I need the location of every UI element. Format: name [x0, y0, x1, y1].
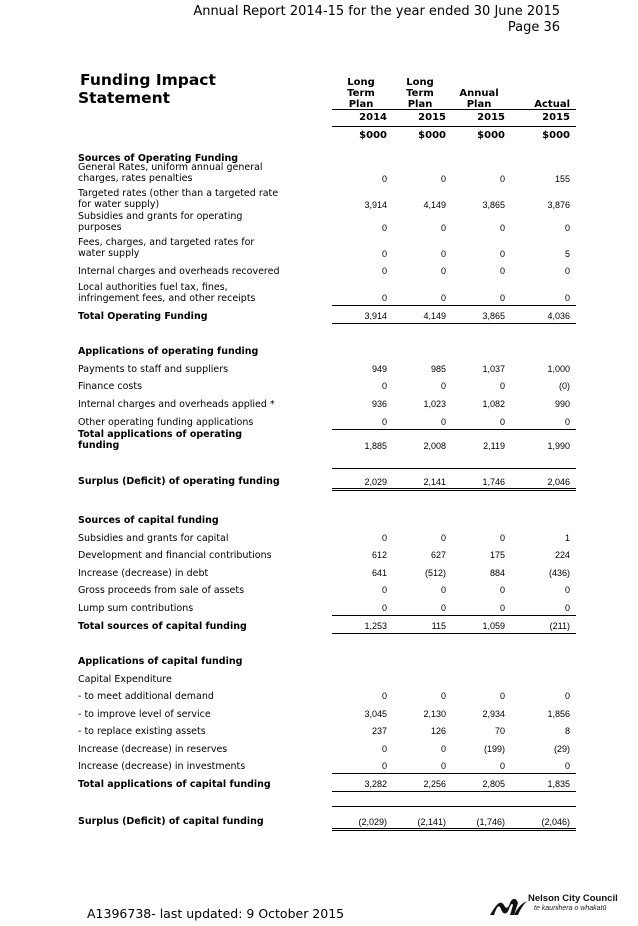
row-value: 1,059 [482, 621, 505, 631]
row-label: Fees, charges, and targeted rates for water supply [78, 237, 255, 259]
row-label: Local authorities fuel tax, fines, infringement fees, and other receipts [78, 282, 256, 304]
row-value: 0 [499, 533, 505, 543]
header-rule-bottom [332, 126, 576, 127]
row-value: 0 [564, 417, 570, 427]
row-label: Sources of Operating Funding [78, 153, 239, 164]
row-value: (2,029) [358, 817, 387, 827]
row-value: 0 [440, 381, 446, 391]
total-rule [332, 323, 576, 324]
row-label: Finance costs [78, 381, 143, 392]
row-value: 0 [381, 223, 387, 233]
row-value: 1,082 [482, 399, 505, 409]
row-label: Applications of operating funding [78, 346, 259, 357]
row-value: 1,253 [364, 621, 387, 631]
row-label: Increase (decrease) in debt [78, 568, 209, 579]
row-value: 1 [564, 533, 570, 543]
row-value: 985 [430, 364, 446, 374]
row-value: (2,141) [417, 817, 446, 827]
row-value: 884 [489, 568, 505, 578]
row-value: 0 [440, 533, 446, 543]
column-header-line: Term [347, 88, 375, 99]
row-value: 1,037 [482, 364, 505, 374]
row-label: Applications of capital funding [78, 656, 243, 667]
column-header-line: Term [406, 88, 434, 99]
column-header-line: Plan [348, 99, 374, 110]
section-rule [332, 468, 576, 469]
row-value: 990 [554, 399, 570, 409]
row-value: 0 [381, 603, 387, 613]
row-value: 612 [371, 550, 387, 560]
column-year: 2015 [542, 112, 570, 123]
row-value: 0 [564, 691, 570, 701]
row-value: 0 [440, 223, 446, 233]
row-value: 0 [499, 381, 505, 391]
total-rule [332, 633, 576, 634]
row-value: 0 [381, 585, 387, 595]
row-value: 0 [440, 249, 446, 259]
total-rule [332, 791, 576, 792]
row-label: Increase (decrease) in reserves [78, 744, 228, 755]
row-value: 8 [564, 726, 570, 736]
row-label: Capital Expenditure [78, 674, 172, 685]
statement-title-line1: Funding Impact [80, 71, 216, 89]
row-value: 2,046 [547, 477, 570, 487]
row-value: 641 [371, 568, 387, 578]
row-value: 2,934 [482, 709, 505, 719]
statement-title-line2: Statement [78, 89, 171, 107]
row-value: 0 [499, 174, 505, 184]
row-value: 0 [381, 533, 387, 543]
row-label: - to meet additional demand [78, 691, 214, 702]
column-header-line: Long [347, 77, 375, 88]
row-value: 3,045 [364, 709, 387, 719]
double-rule-b [332, 490, 576, 491]
row-value: 0 [564, 223, 570, 233]
row-label: Increase (decrease) in investments [78, 761, 246, 772]
row-value: 1,990 [547, 441, 570, 451]
column-header-line: Long [406, 77, 434, 88]
page-number: Page 36 [507, 20, 560, 35]
row-value: 2,141 [423, 477, 446, 487]
row-value: 0 [564, 603, 570, 613]
row-value: 4,036 [547, 311, 570, 321]
row-value: 0 [564, 293, 570, 303]
row-value: 0 [440, 266, 446, 276]
row-value: (29) [553, 744, 570, 754]
row-value: 0 [440, 744, 446, 754]
row-value: 126 [430, 726, 446, 736]
document-reference: A1396738- last updated: 9 October 2015 [87, 906, 345, 921]
row-label: Development and financial contributions [78, 550, 272, 561]
row-label: Targeted rates (other than a targeted rate for water supply) [78, 188, 279, 210]
column-header-2 [453, 88, 505, 110]
council-logo-icon [488, 895, 528, 917]
row-value: 5 [564, 249, 570, 259]
row-value: 0 [381, 761, 387, 771]
row-value: 0 [440, 417, 446, 427]
row-value: 0 [440, 761, 446, 771]
row-value: 2,119 [483, 441, 505, 451]
row-value: 4,149 [423, 200, 446, 210]
row-value: 3,876 [547, 200, 570, 210]
row-label: Gross proceeds from sale of assets [78, 585, 245, 596]
row-label: Surplus (Deficit) of operating funding [78, 476, 280, 487]
row-label: Internal charges and overheads applied * [78, 399, 275, 410]
row-value: 1,885 [364, 441, 387, 451]
row-value: 0 [440, 174, 446, 184]
row-value: 0 [499, 266, 505, 276]
row-value: 2,029 [364, 477, 387, 487]
row-value: 0 [381, 293, 387, 303]
row-label: Surplus (Deficit) of capital funding [78, 816, 264, 827]
row-value: 2,805 [482, 779, 505, 789]
row-value: (199) [483, 744, 505, 754]
subtotal-rule [332, 773, 576, 774]
column-header-line: Plan [407, 99, 433, 110]
row-value: 627 [430, 550, 446, 560]
statement-title [80, 71, 216, 107]
column-header-1 [394, 77, 446, 110]
row-label: Total applications of operating funding [78, 429, 243, 451]
row-value: 0 [381, 381, 387, 391]
council-logo [488, 893, 628, 917]
row-value: 0 [499, 293, 505, 303]
row-value: 0 [499, 761, 505, 771]
row-value: 0 [499, 223, 505, 233]
row-label: - to replace existing assets [78, 726, 206, 737]
row-value: 0 [499, 691, 505, 701]
row-value: 949 [371, 364, 387, 374]
row-value: 175 [489, 550, 505, 560]
column-header-line: Plan [466, 99, 492, 110]
row-value: (436) [548, 568, 570, 578]
double-rule-a [332, 828, 576, 829]
row-value: 0 [381, 417, 387, 427]
row-value: 3,865 [482, 200, 505, 210]
row-label: - to improve level of service [78, 709, 211, 720]
header-rule-top [332, 109, 576, 110]
row-value: 224 [554, 550, 570, 560]
row-value: 70 [494, 726, 505, 736]
row-label: Lump sum contributions [78, 603, 194, 614]
row-value: 4,149 [423, 311, 446, 321]
row-value: 2,256 [423, 779, 446, 789]
subtotal-rule [332, 429, 576, 430]
row-label: General Rates, uniform annual general charges, rates penalties [78, 162, 263, 184]
row-value: 3,282 [364, 779, 387, 789]
row-value: 0 [440, 603, 446, 613]
report-title-header: Annual Report 2014-15 for the year ended 30 June 2015 [193, 4, 560, 19]
column-unit: $000 [542, 130, 570, 141]
logo-tagline: te kaunihera o whakatū [534, 905, 607, 912]
row-value: 0 [564, 761, 570, 771]
column-unit: $000 [418, 130, 446, 141]
row-value: 0 [440, 691, 446, 701]
row-label: Total Operating Funding [78, 311, 208, 322]
row-value: 3,914 [364, 200, 387, 210]
row-label: Payments to staff and suppliers [78, 364, 229, 375]
row-value: 0 [499, 417, 505, 427]
row-value: 0 [381, 249, 387, 259]
row-label: Sources of capital funding [78, 515, 219, 526]
column-unit: $000 [359, 130, 387, 141]
row-value: 936 [371, 399, 387, 409]
subtotal-rule [332, 615, 576, 616]
double-rule-b [332, 830, 576, 831]
row-value: 1,023 [423, 399, 446, 409]
row-value: 1,746 [482, 477, 505, 487]
row-label: Subsidies and grants for capital [78, 533, 229, 544]
row-value: 1,000 [547, 364, 570, 374]
column-header-line: Actual [534, 99, 570, 110]
section-rule [332, 806, 576, 807]
row-value: 0 [564, 585, 570, 595]
row-value: 0 [381, 744, 387, 754]
row-value: 0 [499, 249, 505, 259]
column-header-0 [335, 77, 387, 110]
column-year: 2014 [359, 112, 387, 123]
row-label: Subsidies and grants for operating purposes [78, 211, 243, 233]
double-rule-a [332, 488, 576, 489]
row-label: Total sources of capital funding [78, 621, 247, 632]
row-value: 0 [440, 293, 446, 303]
subtotal-rule [332, 305, 576, 306]
row-value: (0) [559, 381, 570, 391]
row-value: 1,856 [547, 709, 570, 719]
row-value: 0 [499, 603, 505, 613]
column-year: 2015 [477, 112, 505, 123]
row-value: 3,914 [364, 311, 387, 321]
column-year: 2015 [418, 112, 446, 123]
row-value: 115 [431, 621, 446, 631]
row-value: 0 [499, 585, 505, 595]
row-value: (1,746) [476, 817, 505, 827]
row-value: (211) [549, 621, 570, 631]
row-value: (2,046) [541, 817, 570, 827]
column-header-line: Annual [459, 88, 499, 99]
row-value: 2,008 [423, 441, 446, 451]
row-label: Other operating funding applications [78, 417, 254, 428]
row-value: 1,835 [547, 779, 570, 789]
row-value: 0 [381, 266, 387, 276]
column-unit: $000 [477, 130, 505, 141]
logo-name: Nelson City Council [528, 893, 618, 904]
row-value: 155 [554, 174, 570, 184]
row-value: 2,130 [423, 709, 446, 719]
row-value: 237 [371, 726, 387, 736]
row-label: Total applications of capital funding [78, 779, 271, 790]
row-value: 0 [564, 266, 570, 276]
row-value: 3,865 [482, 311, 505, 321]
row-label: Internal charges and overheads recovered [78, 266, 280, 277]
row-value: 0 [381, 174, 387, 184]
row-value: 0 [440, 585, 446, 595]
row-value: (512) [424, 568, 446, 578]
row-value: 0 [381, 691, 387, 701]
